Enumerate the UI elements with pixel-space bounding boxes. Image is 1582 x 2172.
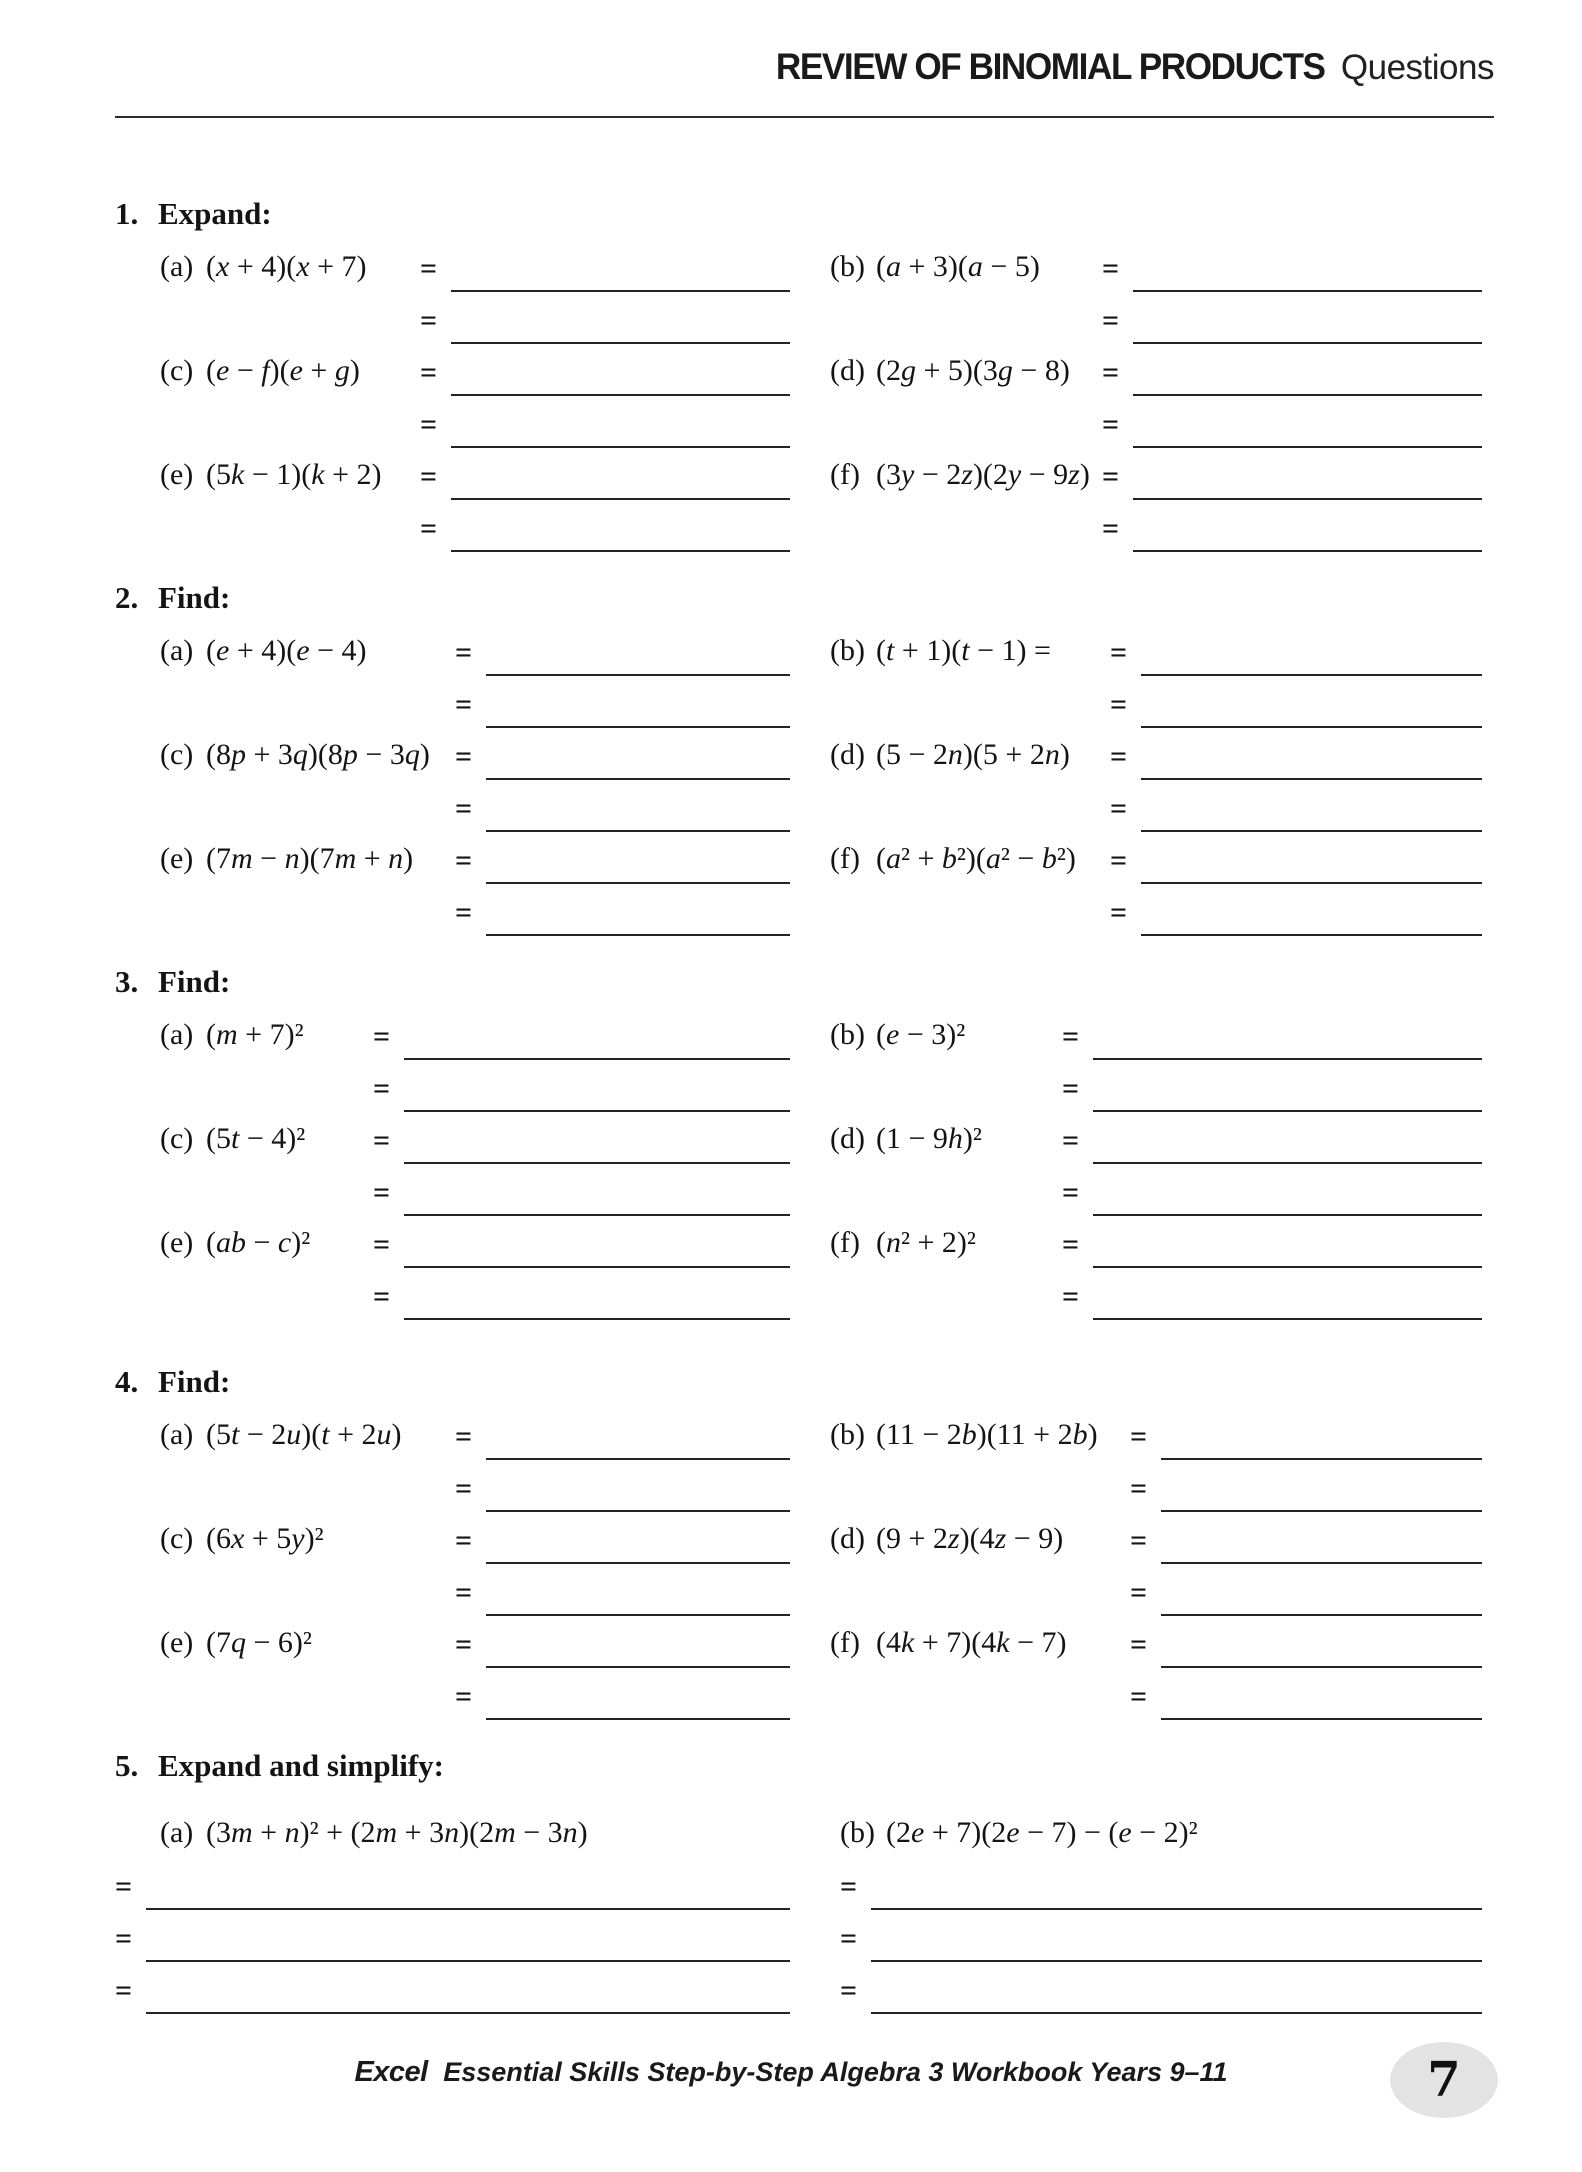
item-expression: (t + 1)(t − 1) = bbox=[876, 634, 1051, 667]
column-right bbox=[840, 1784, 1482, 2006]
column-right bbox=[830, 1400, 1482, 1712]
item-d bbox=[830, 336, 1482, 440]
answer-line bbox=[1161, 1614, 1482, 1616]
item-label: (a) bbox=[160, 1816, 194, 1849]
equals-sign: = bbox=[1110, 636, 1128, 669]
equals-sign: = bbox=[1110, 792, 1128, 825]
equals-sign: = bbox=[1102, 408, 1120, 441]
item-expression: (9 + 2z)(4z − 9) bbox=[876, 1522, 1064, 1555]
equals-sign: = bbox=[1110, 896, 1128, 929]
item-label: (f) bbox=[830, 1626, 860, 1659]
equals-sign: = bbox=[1130, 1576, 1148, 1609]
item-expression: (5k − 1)(k + 2) bbox=[206, 458, 382, 491]
question-1 bbox=[115, 180, 1482, 544]
item-label: (c) bbox=[160, 1522, 194, 1555]
answer-line bbox=[486, 1718, 790, 1720]
question-3 bbox=[115, 948, 1482, 1312]
equals-sign: = bbox=[455, 688, 473, 721]
item-expression: (e − 3)² bbox=[876, 1018, 966, 1051]
equals-sign: = bbox=[840, 1870, 858, 1903]
equals-sign: = bbox=[840, 1974, 858, 2007]
item-expression: (e − f)(e + g) bbox=[206, 354, 360, 387]
column-left bbox=[115, 1784, 790, 2006]
answer-line bbox=[1141, 882, 1482, 884]
item-label: (f) bbox=[830, 1226, 860, 1259]
item-a bbox=[160, 1000, 790, 1104]
equals-sign: = bbox=[420, 304, 438, 337]
item-expression: (e + 4)(e − 4) bbox=[206, 634, 367, 667]
answer-line bbox=[1093, 1318, 1482, 1320]
answer-row bbox=[160, 232, 790, 284]
equals-sign: = bbox=[115, 1974, 133, 2007]
question-header bbox=[115, 1348, 1482, 1400]
equals-sign: = bbox=[373, 1124, 391, 1157]
question-header bbox=[115, 948, 1482, 1000]
item-b bbox=[830, 232, 1482, 336]
expression-row bbox=[115, 1784, 790, 1850]
answer-line bbox=[404, 1318, 790, 1320]
item-label: (b) bbox=[830, 634, 865, 667]
question-header bbox=[115, 180, 1482, 232]
item-label: (e) bbox=[160, 1626, 194, 1659]
item-head bbox=[160, 1626, 455, 1660]
item-expression: (1 − 9h)² bbox=[876, 1122, 982, 1155]
item-expression: (5t − 2u)(t + 2u) bbox=[206, 1418, 402, 1451]
item-label: (d) bbox=[830, 354, 865, 387]
question-header bbox=[115, 564, 1482, 616]
item-expression: (2e + 7)(2e − 7) − (e − 2)² bbox=[886, 1816, 1198, 1849]
equals-sign: = bbox=[1130, 1472, 1148, 1505]
answer-line bbox=[451, 498, 790, 500]
item-d bbox=[830, 720, 1482, 824]
equals-sign: = bbox=[455, 1472, 473, 1505]
equals-sign: = bbox=[455, 844, 473, 877]
answer-line bbox=[451, 446, 790, 448]
answer-line bbox=[871, 1908, 1482, 1910]
page-title: REVIEW OF BINOMIAL PRODUCTS bbox=[776, 46, 1325, 87]
equals-sign: = bbox=[455, 1628, 473, 1661]
answer-line bbox=[1093, 1110, 1482, 1112]
item-label: (a) bbox=[160, 1018, 194, 1051]
answer-line bbox=[1093, 1058, 1482, 1060]
equals-sign: = bbox=[1130, 1680, 1148, 1713]
item-expression: (5t − 4)² bbox=[206, 1122, 306, 1155]
equals-sign: = bbox=[1102, 512, 1120, 545]
item-d bbox=[830, 1504, 1482, 1608]
item-label: (b) bbox=[830, 1418, 865, 1451]
item-expression: (5 − 2n)(5 + 2n) bbox=[876, 738, 1070, 771]
item-f bbox=[830, 440, 1482, 544]
equals-sign: = bbox=[1130, 1420, 1148, 1453]
equals-sign: = bbox=[455, 792, 473, 825]
item-c bbox=[160, 720, 790, 824]
question-body bbox=[115, 616, 1482, 928]
answer-line bbox=[486, 1614, 790, 1616]
item-head bbox=[830, 1418, 1130, 1452]
item-head bbox=[160, 738, 455, 772]
question-number: 3. bbox=[115, 964, 139, 999]
equals-sign: = bbox=[1062, 1228, 1080, 1261]
equals-sign: = bbox=[1110, 740, 1128, 773]
equals-sign: = bbox=[455, 740, 473, 773]
answer-line bbox=[451, 394, 790, 396]
answer-row bbox=[115, 1850, 790, 1902]
item-label: (d) bbox=[830, 738, 865, 771]
item-head bbox=[830, 1226, 1062, 1260]
page-header bbox=[115, 0, 1494, 118]
item-head bbox=[160, 1418, 455, 1452]
equals-sign: = bbox=[455, 1680, 473, 1713]
answer-row bbox=[830, 232, 1482, 284]
answer-row bbox=[160, 1000, 790, 1052]
item-head bbox=[830, 842, 1110, 876]
column-left bbox=[160, 1000, 790, 1312]
question-body bbox=[115, 1400, 1482, 1712]
question-4 bbox=[115, 1348, 1482, 1712]
question-header bbox=[115, 1732, 1482, 1784]
question-body bbox=[115, 232, 1482, 544]
item-a bbox=[160, 232, 790, 336]
item-label: (a) bbox=[160, 1418, 194, 1451]
item-head bbox=[160, 1226, 373, 1260]
page-subtitle: Questions bbox=[1340, 48, 1494, 87]
question-prompt: Find: bbox=[158, 964, 231, 999]
item-head bbox=[160, 634, 455, 668]
item-head bbox=[830, 458, 1102, 492]
answer-line bbox=[486, 1458, 790, 1460]
answer-line bbox=[486, 1666, 790, 1668]
equals-sign: = bbox=[1102, 356, 1120, 389]
equals-sign: = bbox=[1062, 1020, 1080, 1053]
answer-line bbox=[1133, 290, 1482, 292]
answer-line bbox=[1161, 1718, 1482, 1720]
question-prompt: Expand: bbox=[158, 196, 272, 231]
equals-sign: = bbox=[1110, 688, 1128, 721]
equals-sign: = bbox=[420, 512, 438, 545]
item-head bbox=[160, 250, 420, 284]
item-e bbox=[160, 440, 790, 544]
answer-line bbox=[486, 830, 790, 832]
answer-line bbox=[1141, 830, 1482, 832]
answer-line bbox=[451, 550, 790, 552]
item-e bbox=[160, 824, 790, 928]
item-head bbox=[830, 1018, 1062, 1052]
column-right bbox=[830, 232, 1482, 544]
question-body bbox=[115, 1784, 1482, 2006]
footer bbox=[0, 2056, 1582, 2089]
question-prompt: Expand and simplify: bbox=[158, 1748, 444, 1783]
equals-sign: = bbox=[1062, 1176, 1080, 1209]
column-left bbox=[160, 616, 790, 928]
question-2 bbox=[115, 564, 1482, 928]
item-expression: (11 − 2b)(11 + 2b) bbox=[876, 1418, 1098, 1451]
answer-line bbox=[1161, 1458, 1482, 1460]
item-label: (e) bbox=[160, 842, 194, 875]
item-expression: (7m − n)(7m + n) bbox=[206, 842, 414, 875]
item-label: (b) bbox=[830, 250, 865, 283]
item-label: (a) bbox=[160, 250, 194, 283]
question-prompt: Find: bbox=[158, 1364, 231, 1399]
answer-line bbox=[486, 1510, 790, 1512]
answer-row bbox=[160, 616, 790, 668]
answer-line bbox=[451, 342, 790, 344]
answer-line bbox=[1093, 1214, 1482, 1216]
answer-line bbox=[871, 1960, 1482, 1962]
equals-sign: = bbox=[115, 1870, 133, 1903]
item-head bbox=[830, 1626, 1130, 1660]
item-b bbox=[830, 1000, 1482, 1104]
item-f bbox=[830, 1608, 1482, 1712]
answer-line bbox=[1141, 778, 1482, 780]
answer-line bbox=[404, 1162, 790, 1164]
item-label: (b) bbox=[830, 1018, 865, 1051]
equals-sign: = bbox=[373, 1176, 391, 1209]
item-label: (e) bbox=[160, 458, 194, 491]
item-c bbox=[160, 336, 790, 440]
equals-sign: = bbox=[1130, 1628, 1148, 1661]
item-head bbox=[830, 634, 1110, 668]
item-head bbox=[830, 738, 1110, 772]
item-label: (f) bbox=[830, 842, 860, 875]
item-head bbox=[160, 1522, 455, 1556]
answer-row bbox=[830, 1400, 1482, 1452]
answer-line bbox=[1141, 674, 1482, 676]
equals-sign: = bbox=[455, 1420, 473, 1453]
answer-line bbox=[486, 882, 790, 884]
item-expression: (2g + 5)(3g − 8) bbox=[876, 354, 1070, 387]
equals-sign: = bbox=[373, 1072, 391, 1105]
item-a bbox=[160, 1400, 790, 1504]
column-left bbox=[160, 232, 790, 544]
item-expression: (a + 3)(a − 5) bbox=[876, 250, 1040, 283]
answer-line bbox=[1141, 726, 1482, 728]
equals-sign: = bbox=[455, 1576, 473, 1609]
page-number: 7 bbox=[1427, 2052, 1461, 2108]
footer-brand-logo: Excel bbox=[354, 2056, 428, 2088]
questions-container bbox=[0, 180, 1582, 2006]
answer-line bbox=[146, 1908, 790, 1910]
answer-line bbox=[1161, 1510, 1482, 1512]
item-head bbox=[830, 1122, 1062, 1156]
equals-sign: = bbox=[1062, 1280, 1080, 1313]
item-expression: (m + 7)² bbox=[206, 1018, 304, 1051]
answer-line bbox=[1093, 1266, 1482, 1268]
column-right bbox=[830, 1000, 1482, 1312]
item-head bbox=[160, 458, 420, 492]
answer-row bbox=[840, 1850, 1482, 1902]
answer-row bbox=[830, 616, 1482, 668]
answer-line bbox=[486, 778, 790, 780]
item-a bbox=[160, 616, 790, 720]
item-f bbox=[830, 1208, 1482, 1312]
item-e bbox=[160, 1208, 790, 1312]
item-label: (c) bbox=[160, 738, 194, 771]
item-label: (f) bbox=[830, 458, 860, 491]
item-expression: (6x + 5y)² bbox=[206, 1522, 324, 1555]
equals-sign: = bbox=[1130, 1524, 1148, 1557]
question-5 bbox=[115, 1732, 1482, 2006]
answer-line bbox=[1133, 446, 1482, 448]
item-head bbox=[160, 1122, 373, 1156]
equals-sign: = bbox=[373, 1020, 391, 1053]
answer-line bbox=[1141, 934, 1482, 936]
equals-sign: = bbox=[115, 1922, 133, 1955]
item-label: (e) bbox=[160, 1226, 194, 1259]
item-f bbox=[830, 824, 1482, 928]
answer-line bbox=[404, 1110, 790, 1112]
item-head bbox=[160, 354, 420, 388]
answer-line bbox=[1133, 498, 1482, 500]
equals-sign: = bbox=[420, 356, 438, 389]
item-head bbox=[830, 354, 1102, 388]
item-c bbox=[160, 1504, 790, 1608]
answer-line bbox=[1161, 1666, 1482, 1668]
question-number: 5. bbox=[115, 1748, 139, 1783]
item-expression: (4k + 7)(4k − 7) bbox=[876, 1626, 1067, 1659]
answer-line bbox=[486, 1562, 790, 1564]
item-head bbox=[160, 1018, 373, 1052]
item-b bbox=[830, 616, 1482, 720]
item-c bbox=[160, 1104, 790, 1208]
equals-sign: = bbox=[1102, 460, 1120, 493]
equals-sign: = bbox=[1102, 304, 1120, 337]
item-expression: (8p + 3q)(8p − 3q) bbox=[206, 738, 430, 771]
item-d bbox=[830, 1104, 1482, 1208]
question-body bbox=[115, 1000, 1482, 1312]
page-number-badge bbox=[1390, 2042, 1498, 2118]
equals-sign: = bbox=[420, 252, 438, 285]
equals-sign: = bbox=[420, 460, 438, 493]
item-expression: (n² + 2)² bbox=[876, 1226, 976, 1259]
answer-row bbox=[160, 1400, 790, 1452]
question-prompt: Find: bbox=[158, 580, 231, 615]
equals-sign: = bbox=[455, 896, 473, 929]
equals-sign: = bbox=[373, 1280, 391, 1313]
question-number: 2. bbox=[115, 580, 139, 615]
answer-line bbox=[1133, 394, 1482, 396]
equals-sign: = bbox=[373, 1228, 391, 1261]
item-head bbox=[830, 1522, 1130, 1556]
item-expression: (3y − 2z)(2y − 9z) bbox=[876, 458, 1090, 491]
answer-line bbox=[486, 674, 790, 676]
column-right bbox=[830, 616, 1482, 928]
item-expression: (ab − c)² bbox=[206, 1226, 311, 1259]
answer-line bbox=[1093, 1162, 1482, 1164]
answer-line bbox=[451, 290, 790, 292]
equals-sign: = bbox=[1062, 1072, 1080, 1105]
answer-row bbox=[830, 1000, 1482, 1052]
item-label: (c) bbox=[160, 354, 194, 387]
footer-book-title: Essential Skills Step-by-Step Algebra 3 Workbook Years 9–11 bbox=[443, 2057, 1228, 2087]
answer-line bbox=[404, 1214, 790, 1216]
item-expression: (7q − 6)² bbox=[206, 1626, 312, 1659]
answer-line bbox=[486, 726, 790, 728]
item-head bbox=[830, 250, 1102, 284]
item-label: (c) bbox=[160, 1122, 194, 1155]
equals-sign: = bbox=[840, 1922, 858, 1955]
item-expression: (a² + b²)(a² − b²) bbox=[876, 842, 1076, 875]
question-number: 1. bbox=[115, 196, 139, 231]
equals-sign: = bbox=[1102, 252, 1120, 285]
item-expression: (3m + n)² + (2m + 3n)(2m − 3n) bbox=[206, 1816, 588, 1849]
equals-sign: = bbox=[455, 1524, 473, 1557]
column-left bbox=[160, 1400, 790, 1712]
answer-line bbox=[486, 934, 790, 936]
answer-line bbox=[1133, 342, 1482, 344]
expression-row bbox=[840, 1784, 1482, 1850]
answer-line bbox=[146, 1960, 790, 1962]
answer-line bbox=[404, 1058, 790, 1060]
answer-line bbox=[146, 2012, 790, 2014]
equals-sign: = bbox=[455, 636, 473, 669]
item-label: (d) bbox=[830, 1522, 865, 1555]
item-label: (b) bbox=[840, 1816, 875, 1849]
equals-sign: = bbox=[1110, 844, 1128, 877]
item-e bbox=[160, 1608, 790, 1712]
question-number: 4. bbox=[115, 1364, 139, 1399]
item-label: (a) bbox=[160, 634, 194, 667]
equals-sign: = bbox=[420, 408, 438, 441]
item-head bbox=[160, 842, 455, 876]
item-expression: (x + 4)(x + 7) bbox=[206, 250, 367, 283]
answer-line bbox=[1161, 1562, 1482, 1564]
answer-line bbox=[404, 1266, 790, 1268]
answer-line bbox=[1133, 550, 1482, 552]
answer-line bbox=[871, 2012, 1482, 2014]
item-label: (d) bbox=[830, 1122, 865, 1155]
equals-sign: = bbox=[1062, 1124, 1080, 1157]
item-b bbox=[830, 1400, 1482, 1504]
